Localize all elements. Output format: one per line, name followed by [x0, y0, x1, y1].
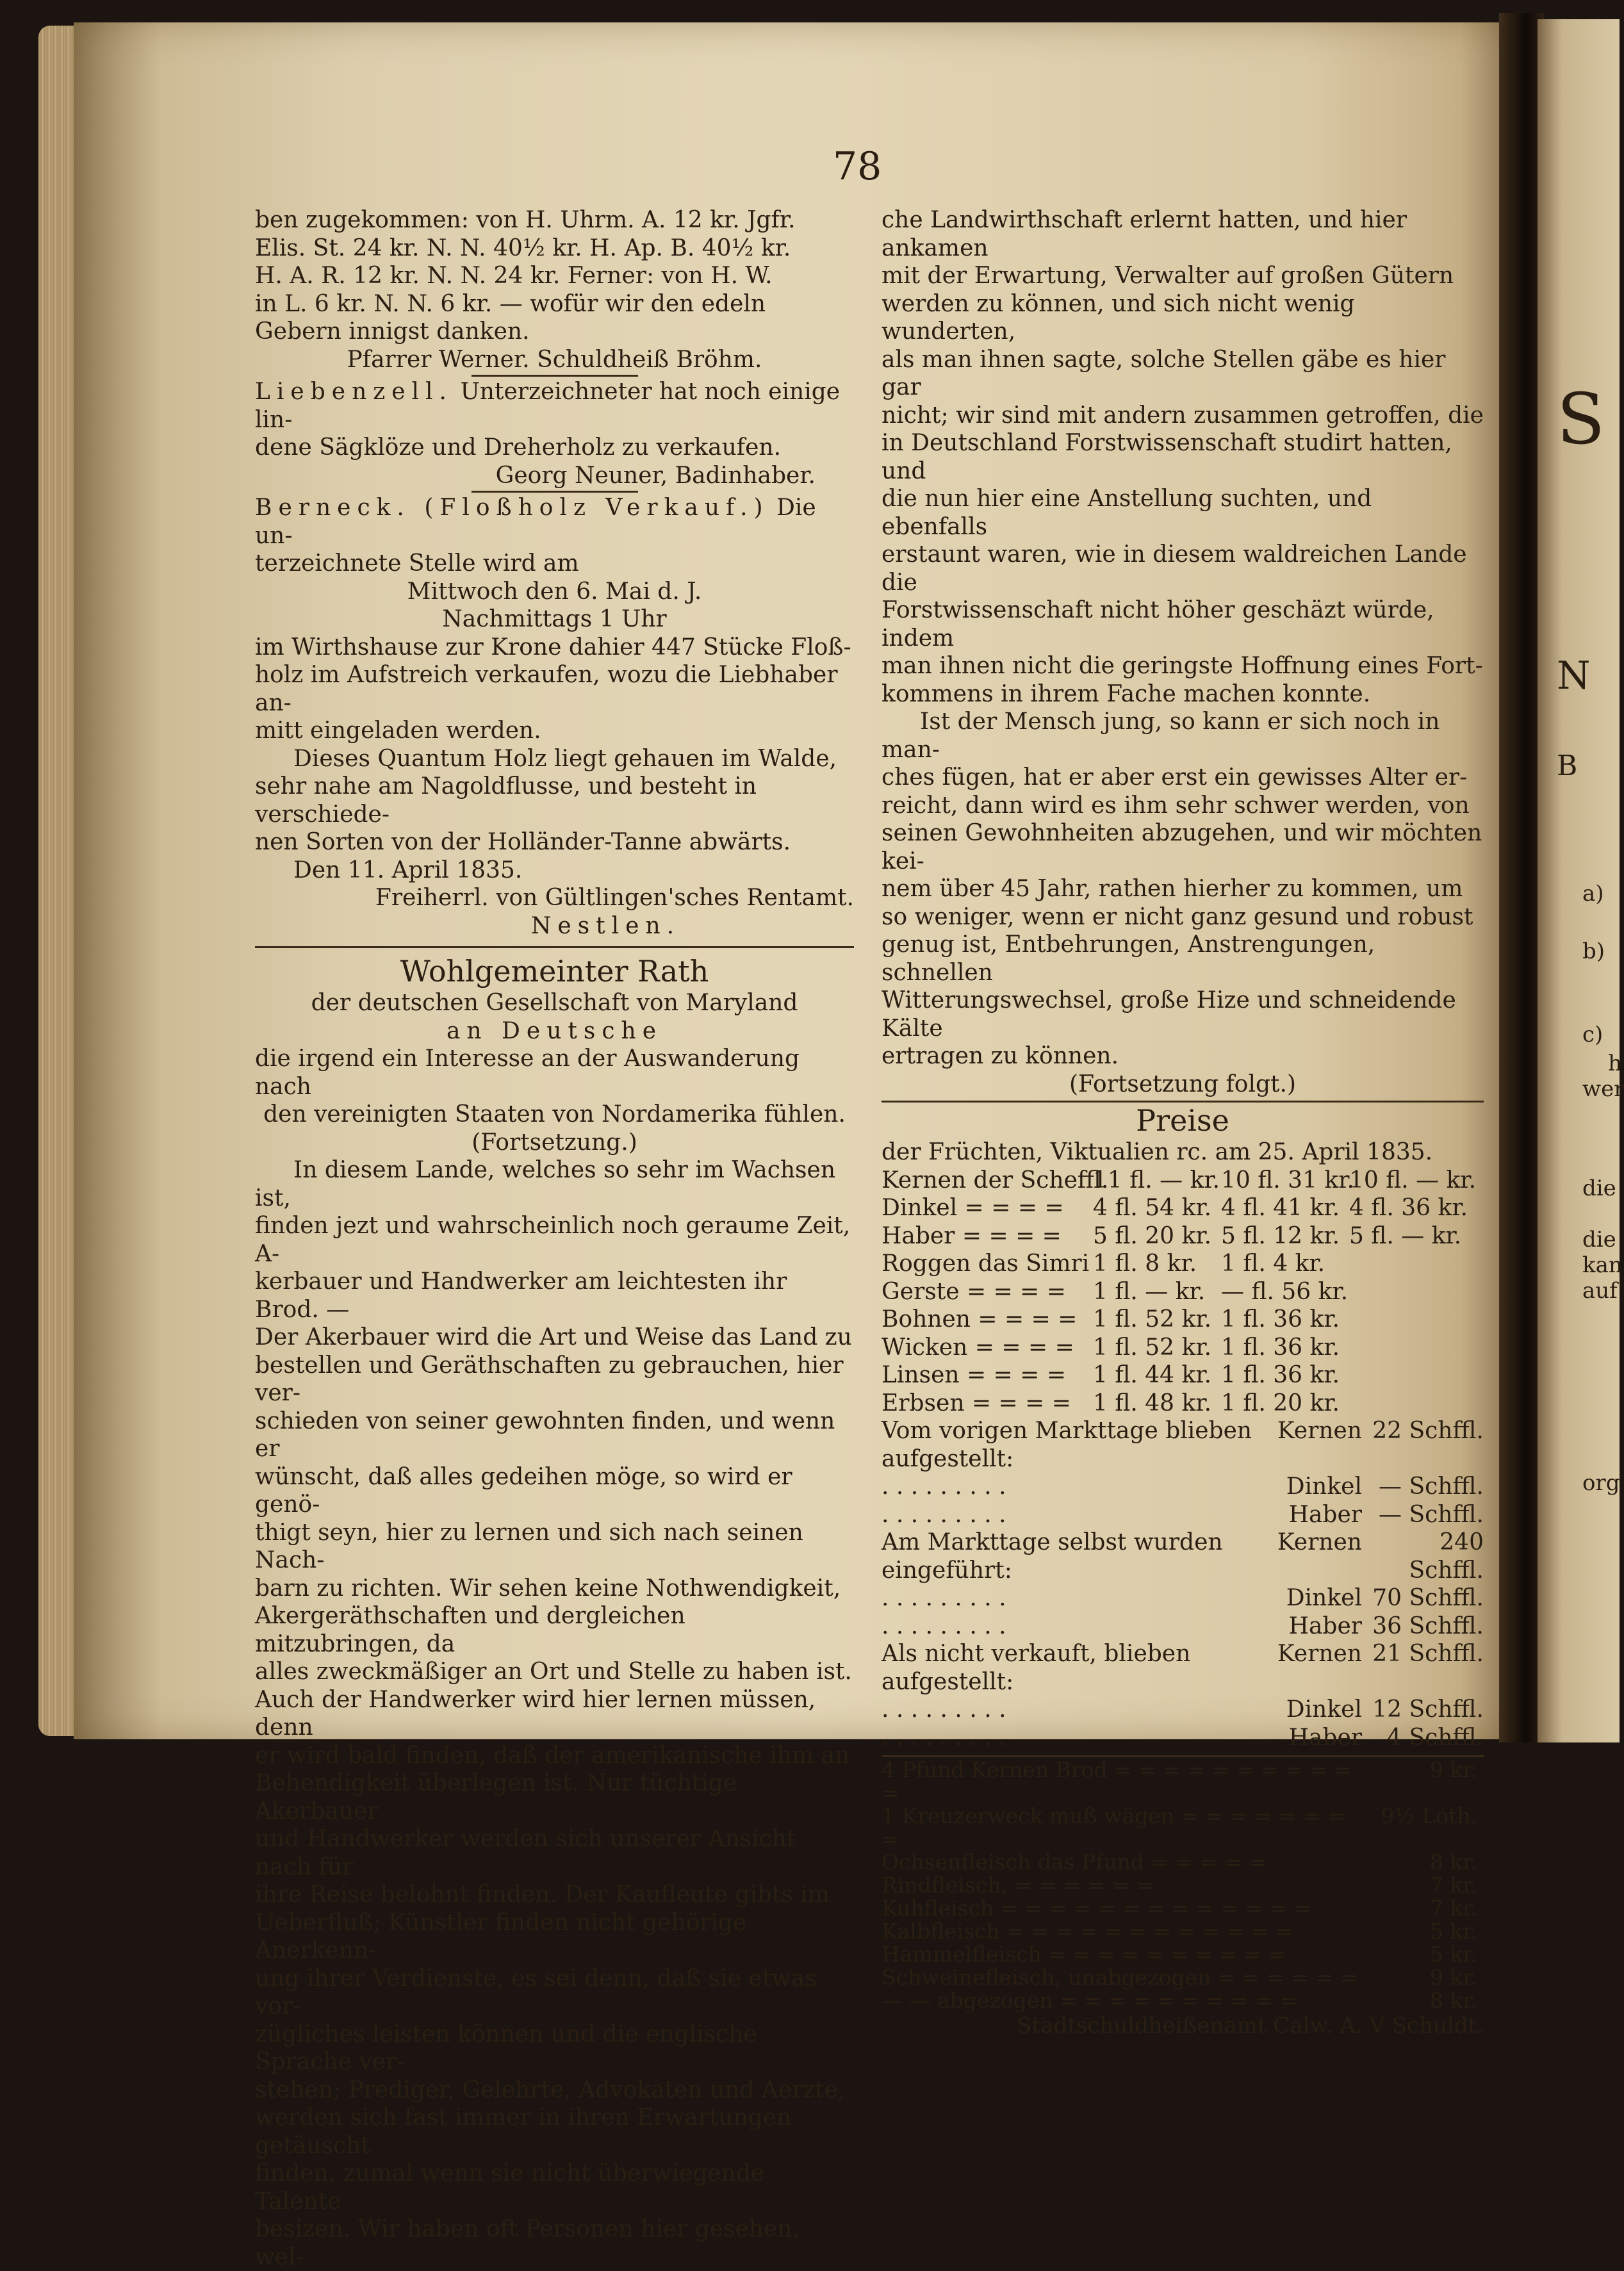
price-cell: Dinkel = = = =	[882, 1195, 1064, 1221]
victual-cell: 8 kr.	[1429, 1988, 1477, 2013]
text-line: sehr nahe am Nagoldflusse, und besteht in verschiede-	[255, 773, 757, 828]
price-cell: 4 fl. 36 kr.	[1349, 1195, 1468, 1221]
next-page-fragment: B	[1557, 750, 1578, 782]
text-line: finden jezt und wahrscheinlich noch geraume Zeit, A-	[255, 1213, 851, 1267]
price-cell: 5 fl. 20 kr.	[1093, 1222, 1212, 1249]
article-subtitle: (Fortsetzung.)	[472, 1129, 637, 1156]
price-cell	[1349, 1306, 1477, 1334]
victual-cell: Ochsenfleisch das Pfund = = = = =	[882, 1849, 1267, 1874]
next-page-fragment: wer	[1582, 1076, 1624, 1102]
notice-liebenzell	[255, 378, 854, 434]
text-line: Akergeräthschaften und dergleichen mitzubringen, da	[255, 1603, 685, 1657]
price-cell: 10 fl. — kr.	[1349, 1167, 1477, 1193]
next-page-fragment: auf	[1582, 1278, 1618, 1304]
text-line: stehen; Prediger, Gelehrte, Advokaten und Aerzte,	[255, 2076, 846, 2103]
next-page-fragment: b)	[1582, 939, 1605, 964]
text-line: Gebern innigst danken.	[255, 318, 530, 345]
text-line: Die un-	[255, 495, 816, 549]
price-cell: Erbsen = = = =	[882, 1390, 1071, 1416]
text-line: ben zugekommen: von H. Uhrm. A. 12 kr. Jgfr.	[255, 207, 796, 233]
text-line: kommens in ihrem Fache machen konnte.	[882, 680, 1371, 707]
text-line: H. A. R. 12 kr. N. N. 24 kr. Ferner: von H. W.	[255, 263, 773, 289]
price-cell	[1349, 1334, 1477, 1362]
article-subtitle: an Deutsche	[446, 1017, 663, 1044]
price-cell: 1 fl. 36 kr.	[1221, 1306, 1340, 1332]
text-line: finden, zumal wenn sie nicht überwiegende Talente	[255, 2160, 765, 2215]
text-line: Behendigkeit überlegen ist. Nur tüchtige Akerbauer	[255, 1770, 737, 1824]
text-line: zügliches leisten können und die englische Sprache ver-	[255, 2021, 757, 2075]
divider	[472, 491, 638, 493]
market-cell: Kernen	[1277, 1641, 1362, 1667]
market-cell: 22 Schffl.	[1372, 1418, 1484, 1444]
price-cell: 1 fl. 4 kr.	[1221, 1250, 1325, 1277]
market-cell: Kernen	[1277, 1529, 1362, 1555]
victual-cell: Kalbfleisch = = = = = = = = = = = =	[882, 1919, 1293, 1944]
market-stock-table	[882, 1417, 1484, 1751]
text-line: werden zu können, und sich nicht wenig wunderten,	[882, 290, 1355, 345]
text-line: er wird bald finden, daß der amerikanische ihm an	[255, 1742, 850, 1769]
article-subtitle: der deutschen Gesellschaft von Maryland	[311, 990, 798, 1016]
price-cell: 1 fl. — kr.	[1093, 1278, 1206, 1305]
text-line: barn zu richten. Wir sehen keine Nothwendigkeit,	[255, 1575, 841, 1602]
victual-cell: 9 kr.	[1429, 1757, 1477, 1782]
divider	[255, 946, 854, 948]
right-column	[882, 206, 1484, 2040]
next-page-fragment: die	[1582, 1176, 1616, 1201]
victual-cell: Rindfleisch, = = = = = =	[882, 1873, 1154, 1898]
market-cell: Haber	[1288, 1724, 1362, 1751]
text-line: ihre Reise belohnt finden. Der Kaufleute gibts im	[255, 1882, 830, 1908]
text-line: so weniger, wenn er nicht ganz gesund und robust	[882, 903, 1473, 930]
price-cell: — fl. 56 kr.	[1221, 1278, 1349, 1305]
price-cell	[1349, 1361, 1477, 1390]
text-line: holz im Aufstreich verkaufen, wozu die Liebhaber an-	[255, 662, 838, 716]
price-cell: Bohnen = = = =	[882, 1306, 1078, 1332]
text-line: nen Sorten von der Holländer-Tanne abwärts.	[255, 829, 791, 855]
price-cell: Haber = = = =	[882, 1222, 1062, 1249]
market-cell: 4 Schffl.	[1387, 1724, 1484, 1751]
text-line: seinen Gewohnheiten abzugehen, und wir möchten kei-	[882, 820, 1482, 874]
market-cell: Haber	[1288, 1612, 1362, 1639]
price-cell	[1349, 1278, 1477, 1306]
text-line: Ueberfluß; Künstler finden nicht gehörige Anerkenn-	[255, 1909, 747, 1964]
text-line: ches fügen, hat er aber erst ein gewisses Alter er-	[882, 764, 1468, 791]
signature: Nestlen.	[530, 912, 681, 939]
market-cell: 240 Schffl.	[1409, 1529, 1484, 1584]
price-cell: 1 fl. 44 kr.	[1093, 1362, 1212, 1388]
text-line: Unterzeichneter hat noch einige lin-	[255, 379, 841, 433]
victual-cell: 7 kr.	[1429, 1896, 1477, 1921]
text-line: und Handwerker werden sich unserer Ansicht nach für	[255, 1826, 796, 1880]
price-cell: 1 fl. 48 kr.	[1093, 1390, 1212, 1416]
market-cell: . . . . . . . . .	[882, 1612, 1006, 1639]
text-line: reicht, dann wird es ihm sehr schwer werden, von	[882, 792, 1470, 819]
text-line: erstaunt waren, wie in diesem waldreichen Lande die	[882, 541, 1467, 596]
next-page-fragment: kan	[1582, 1252, 1623, 1278]
market-cell: Dinkel	[1286, 1473, 1362, 1500]
price-cell: 4 fl. 41 kr.	[1221, 1195, 1340, 1221]
text-line: in L. 6 kr. N. N. 6 kr. — wofür wir den edeln	[255, 290, 766, 317]
next-page-fragment: N	[1557, 653, 1591, 698]
market-cell: — Schffl.	[1379, 1501, 1484, 1528]
market-cell: Als nicht verkauft, blieben aufgestellt:	[882, 1641, 1191, 1695]
article-subtitle: den vereinigten Staaten von Nordamerika fühlen.	[263, 1101, 846, 1127]
text-line: bestellen und Geräthschaften zu gebrauchen, hier ver-	[255, 1352, 844, 1406]
text-line: che Landwirthschaft erlernt hatten, und hier ankamen	[882, 207, 1407, 261]
victual-cell: Kuhfleisch = = = = = = = = = = = = =	[882, 1896, 1312, 1921]
text-line: Der Akerbauer wird die Art und Weise das Land zu	[255, 1324, 852, 1350]
market-cell: Haber	[1288, 1501, 1362, 1528]
text-line: als man ihnen sagte, solche Stellen gäbe es hier gar	[882, 346, 1446, 400]
signature: Stadtschuldheißenamt Calw. A. V Schuldt.	[1017, 2013, 1484, 2038]
market-cell: . . . . . . . . .	[882, 1724, 1006, 1751]
price-cell: 5 fl. 12 kr.	[1221, 1222, 1340, 1249]
text-line: genug ist, Entbehrungen, Anstrengungen, schnellen	[882, 931, 1375, 986]
victual-cell: 5 kr.	[1429, 1919, 1477, 1944]
victual-cell: 9½ Loth.	[1381, 1803, 1477, 1828]
text-line: Ist der Mensch jung, so kann er sich noch in man-	[882, 709, 1440, 763]
prices-subtitle: der Früchten, Viktualien rc. am 25. April 1835.	[882, 1139, 1433, 1165]
market-cell: 12 Schffl.	[1372, 1696, 1484, 1723]
victual-cell: 5 kr.	[1429, 1942, 1477, 1967]
price-cell: Kernen der Scheffl.	[882, 1167, 1109, 1193]
market-cell: Dinkel	[1286, 1585, 1362, 1611]
grain-price-table	[882, 1167, 1484, 1418]
text-line: nicht; wir sind mit andern zusammen getroffen, die	[882, 402, 1484, 429]
price-cell: 11 fl. — kr.	[1093, 1167, 1220, 1193]
next-page-fragment: S	[1557, 378, 1605, 460]
text-line: Auch der Handwerker wird hier lernen müssen, denn	[255, 1686, 816, 1741]
price-cell: Wicken = = = =	[882, 1334, 1074, 1361]
price-cell: 1 fl. 20 kr.	[1221, 1390, 1340, 1416]
price-cell: 1 fl. 52 kr.	[1093, 1334, 1212, 1361]
auction-time: Nachmittags 1 Uhr	[442, 606, 667, 632]
victual-cell: Hammelfleisch = = = = = = = = = =	[882, 1942, 1286, 1967]
prices-title: Preise	[1136, 1103, 1229, 1138]
text-line: terzeichnete Stelle wird am	[255, 550, 579, 577]
price-cell: Linsen = = = =	[882, 1362, 1066, 1388]
market-cell: Dinkel	[1286, 1696, 1362, 1723]
article-subtitle: die irgend ein Interesse an der Auswanderung nach	[255, 1045, 800, 1100]
text-line: dene Sägklöze und Dreherholz zu verkaufen.	[255, 434, 782, 461]
signature: Pfarrer Werner. Schuldheiß Bröhm.	[347, 346, 762, 373]
text-line: wünscht, daß alles gedeihen möge, so wird er genö-	[255, 1463, 792, 1518]
text-line: thigt seyn, hier zu lernen und sich nach seinen Nach-	[255, 1519, 803, 1573]
notice-berneck	[255, 494, 854, 550]
market-cell: . . . . . . . . .	[882, 1585, 1006, 1611]
market-cell: . . . . . . . . .	[882, 1696, 1006, 1723]
continuation-note: (Fortsetzung folgt.)	[1069, 1070, 1296, 1097]
market-cell: Am Markttage selbst wurden eingeführt:	[882, 1529, 1223, 1584]
text-line: im Wirthshause zur Krone dahier 447 Stücke Floß-	[255, 634, 851, 660]
market-cell: 21 Schffl.	[1372, 1641, 1484, 1667]
price-cell: Roggen das Simri	[882, 1250, 1090, 1277]
victual-cell: 9 kr.	[1429, 1965, 1477, 1990]
victuals-price-table	[882, 1759, 1484, 2012]
market-cell: Kernen	[1277, 1418, 1362, 1444]
market-cell: . . . . . . . . .	[882, 1501, 1006, 1528]
text-line: mitt eingeladen werden.	[255, 717, 541, 744]
text-line: ung ihrer Verdienste, es sei denn, daß sie etwas vor-	[255, 1965, 817, 2019]
price-cell: 4 fl. 54 kr.	[1093, 1195, 1212, 1221]
price-cell: 1 fl. 36 kr.	[1221, 1362, 1340, 1388]
price-cell	[1349, 1390, 1477, 1418]
market-cell: 36 Schffl.	[1372, 1612, 1484, 1639]
victual-cell: 4 Pfund Kernen Brod = = = = = = = = = = =	[882, 1757, 1352, 1805]
auction-date: Mittwoch den 6. Mai d. J.	[407, 578, 702, 605]
text-line: Dieses Quantum Holz liegt gehauen im Walde,	[293, 745, 837, 772]
text-line: besizen. Wir haben oft Personen hier gesehen, wel-	[255, 2216, 800, 2270]
price-cell: Gerste = = = =	[882, 1278, 1066, 1305]
page-number: 78	[833, 144, 882, 189]
victual-cell: 8 kr.	[1429, 1849, 1477, 1874]
text-line: Forstwissenschaft nicht höher geschäzt würde, indem	[882, 597, 1434, 652]
article-title: Wohlgemeinter Rath	[400, 954, 709, 988]
victual-cell: Schweinefleisch, unabgezogen = = = = = =	[882, 1965, 1358, 1990]
next-page-fragment: h	[1608, 1051, 1622, 1076]
text-line: alles zweckmäßiger an Ort und Stelle zu haben ist.	[255, 1659, 852, 1685]
text-line: Elis. St. 24 kr. N. N. 40½ kr. H. Ap. B. 40½ kr.	[255, 234, 791, 261]
next-page-fragment: a)	[1582, 881, 1604, 906]
price-cell: 1 fl. 52 kr.	[1093, 1306, 1212, 1332]
text-line: mit der Erwartung, Verwalter auf großen Gütern	[882, 263, 1454, 289]
text-line: die nun hier eine Anstellung suchten, und ebenfalls	[882, 486, 1372, 540]
price-cell	[1349, 1250, 1477, 1278]
divider	[472, 375, 638, 377]
signature: Georg Neuner, Badinhaber.	[495, 462, 816, 489]
victual-cell: — — abgezogen = = = = = = = = = =	[882, 1988, 1297, 2013]
place-name: Liebenzell.	[255, 379, 454, 405]
next-page-fragment: die	[1582, 1227, 1616, 1252]
victual-cell: 1 Kreuzerweck muß wägen = = = = = = = =	[882, 1803, 1346, 1851]
text-line: In diesem Lande, welches so sehr im Wachsen ist,	[255, 1157, 836, 1211]
signature: Freiherrl. von Gültlingen'sches Rentamt.	[375, 885, 854, 911]
text-line: schieden von seiner gewohnten finden, und wenn er	[255, 1407, 835, 1462]
text-line: in Deutschland Forstwissenschaft studirt hatten, und	[882, 430, 1452, 484]
notice-date: Den 11. April 1835.	[293, 857, 523, 883]
market-cell: — Schffl.	[1379, 1473, 1484, 1500]
market-cell: 70 Schffl.	[1372, 1585, 1484, 1611]
text-line: kerbauer und Handwerker am leichtesten ihr Brod. —	[255, 1268, 787, 1323]
price-cell: 1 fl. 36 kr.	[1221, 1334, 1340, 1361]
next-page-fragment: c)	[1582, 1022, 1603, 1047]
victual-cell: 7 kr.	[1429, 1873, 1477, 1898]
market-cell: . . . . . . . . .	[882, 1473, 1006, 1500]
text-line: werden sich fast immer in ihren Erwartungen getäuscht	[255, 2104, 792, 2159]
price-cell: 5 fl. — kr.	[1349, 1222, 1462, 1249]
next-page-strip	[1538, 19, 1624, 1742]
left-column	[255, 206, 854, 2271]
text-line: nem über 45 Jahr, rathen hierher zu kommen, um	[882, 876, 1463, 902]
price-cell: 1 fl. 8 kr.	[1093, 1250, 1197, 1277]
text-line: man ihnen nicht die geringste Hoffnung eines Fort-	[882, 653, 1483, 679]
next-page-fragment: org	[1582, 1470, 1620, 1496]
text-line: Witterungswechsel, große Hize und schneidende Kälte	[882, 987, 1456, 1042]
notice-heading: Berneck. (Floßholz Verkauf.)	[255, 495, 769, 521]
text-line: ertragen zu können.	[882, 1043, 1119, 1069]
price-cell: 10 fl. 31 kr.	[1221, 1167, 1354, 1193]
market-cell: Vom vorigen Markttage blieben aufgestellt:	[882, 1418, 1252, 1472]
